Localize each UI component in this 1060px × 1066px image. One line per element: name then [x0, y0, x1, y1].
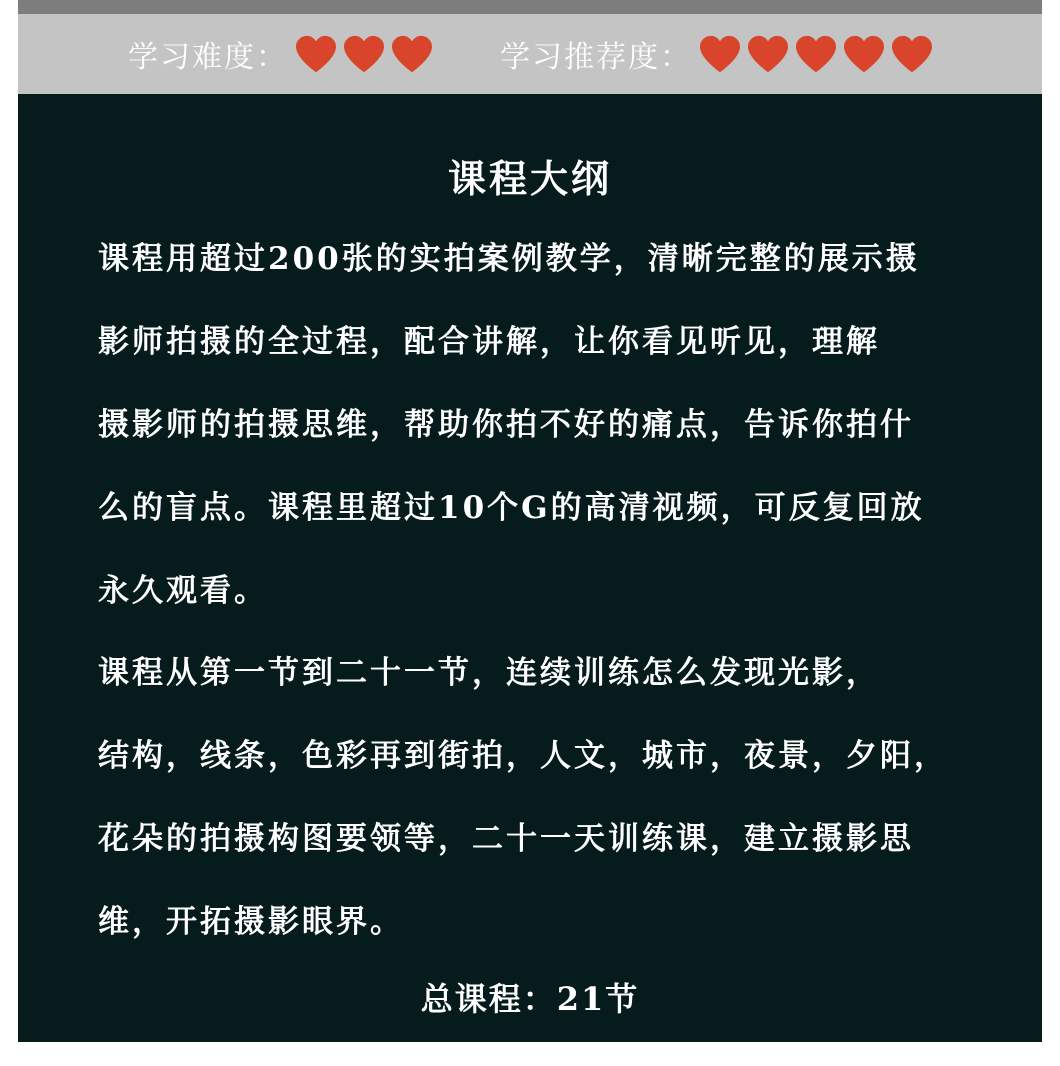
difficulty-rating	[128, 14, 438, 94]
outline-title: 课程大纲	[447, 156, 612, 201]
heart-icon	[698, 34, 742, 74]
heart-icon	[342, 34, 386, 74]
recommend-hearts	[698, 34, 938, 74]
recommend-rating	[500, 14, 938, 94]
difficulty-label: 学习难度：	[128, 40, 288, 75]
heart-icon	[890, 34, 934, 74]
recommend-label: 学习推荐度：	[500, 40, 692, 75]
heart-icon	[794, 34, 838, 74]
heart-icon	[294, 34, 338, 74]
total-lessons: 总课程：21节	[420, 980, 640, 1018]
difficulty-hearts	[294, 34, 438, 74]
heart-icon	[390, 34, 434, 74]
outline-paragraph-intro: 课程用超过200张的实拍案例教学，清晰完整的展示摄 影师拍摄的全过程，配合讲解，让你看见听见，理解 摄影师的拍摄思维，帮助你拍不好的痛点，告诉你拍什 么的盲点。课程里超过10个G的高清视频，可反复回放 永久观看。	[98, 241, 925, 609]
heart-icon	[842, 34, 886, 74]
outline-paragraph-curriculum: 课程从第一节到二十一节，连续训练怎么发现光影， 结构，线条，色彩再到街拍，人文，城市，夜景，夕阳， 花朵的拍摄构图要领等，二十一天训练课，建立摄影思 维，开拓摄影眼界。	[98, 655, 948, 940]
rating-bar	[18, 14, 1042, 94]
heart-icon	[746, 34, 790, 74]
top-divider	[18, 0, 1042, 14]
course-outline-panel	[18, 94, 1042, 1042]
